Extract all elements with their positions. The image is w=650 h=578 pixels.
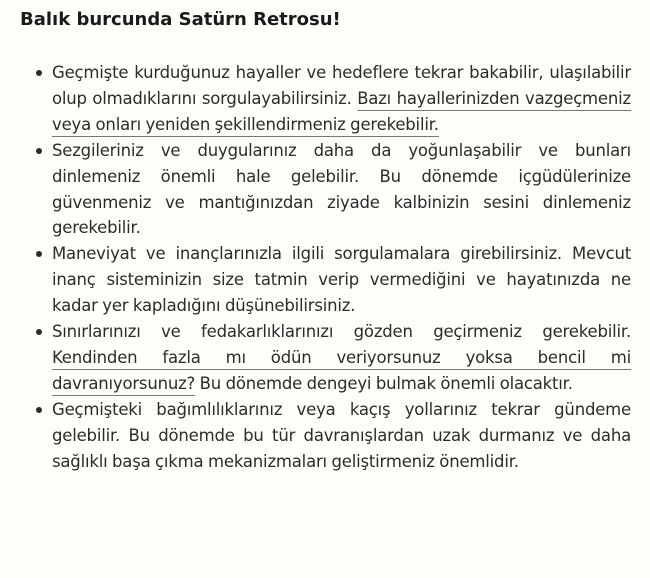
list-item-text: Sınırlarınızı ve fedakarlıklarınızı gözden geçirmeniz gerekebilir. [52, 322, 631, 342]
list-item-text: Geçmişte kurduğunuz hayaller ve hedeflere tekrar bakabilir, ulaşılabilir olup olmadıklarını sorgulayabilirsiniz. [52, 63, 631, 108]
list-item [34, 397, 631, 475]
list-item [34, 138, 631, 242]
list-item [34, 60, 631, 138]
underlined-text: Bazı hayallerinizden vazgeçmeniz veya onları yeniden şekillendirmeniz gerekebilir. [52, 88, 631, 134]
list-item [34, 319, 631, 397]
list-item [34, 241, 631, 319]
underlined-text: Kendinden fazla mı ödün veriyorsunuz yoksa bencil mi davranıyorsunuz? [52, 347, 631, 393]
list-item-text: Sezgileriniz ve duygularınız daha da yoğunlaşabilir ve bunları dinlemeniz önemli hale gelebilir. Bu dönemde içgüdülerinize güvenmeniz ve mantığınızdan ziyade kalbinizin sesini dinlemeniz gerekebilir. [52, 140, 631, 238]
bullet-list [34, 60, 631, 475]
list-item-text: Maneviyat ve inançlarınızla ilgili sorgulamalara girebilirsiniz. Mevcut inanç sisteminizin size tatmin verip vermediğini ve hayatınızda ne kadar yer kapladığını düşünebilirsiniz. [52, 244, 631, 316]
page-title: Balık burcunda Satürn Retrosu! [20, 9, 341, 30]
list-item-text-continued: Bu dönemde dengeyi bulmak önemli olacaktır. [195, 373, 573, 393]
list-item-text: Geçmişteki bağımlılıklarınız veya kaçış yollarınız tekrar gündeme gelebilir. Bu dönemde bu tür davranışlardan uzak durmanız ve daha sağlıklı başa çıkma mekanizmaları geliştirmeniz önemlidir. [52, 399, 631, 471]
